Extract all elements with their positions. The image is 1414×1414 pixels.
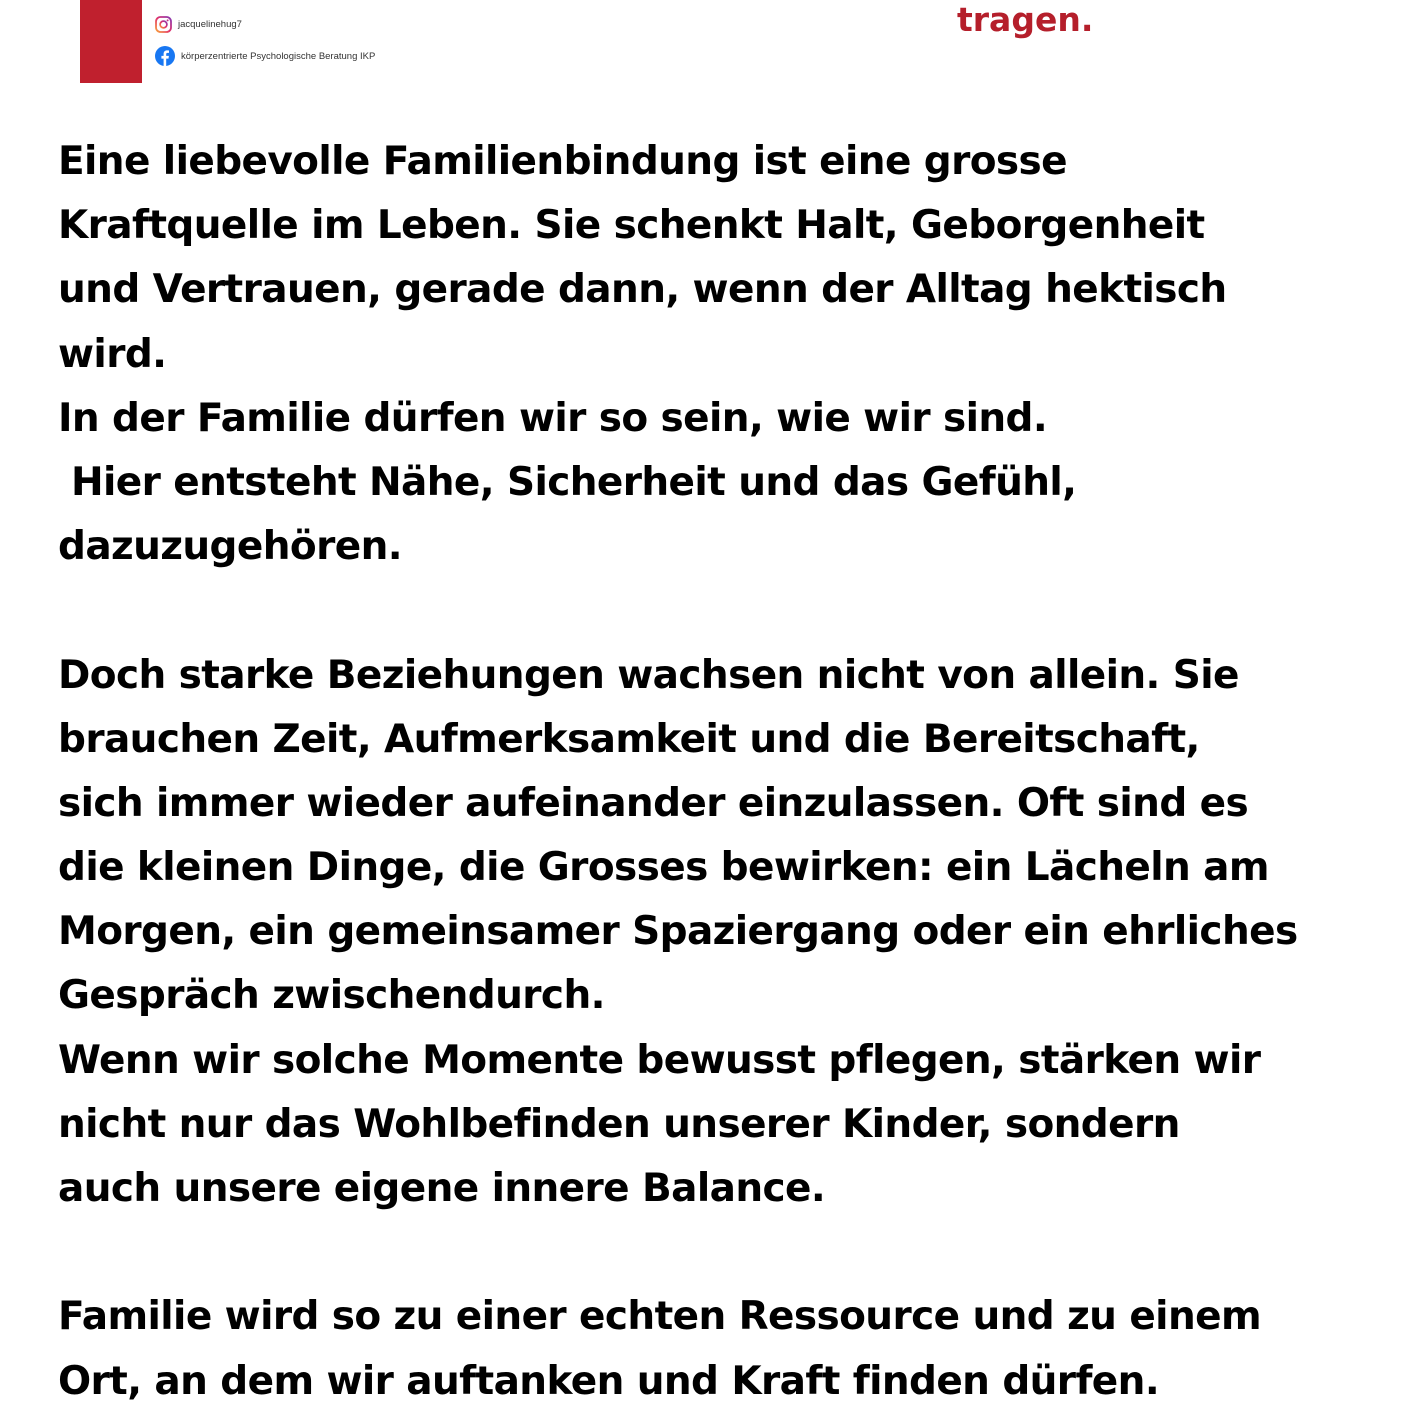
instagram-link[interactable] <box>155 16 242 33</box>
body-text-line: nicht nur das Wohlbefinden unserer Kinder, sondern <box>58 1101 1180 1147</box>
body-text-line: die kleinen Dinge, die Grosses bewirken: ein Lächeln am <box>58 845 1269 891</box>
body-text-line: In der Familie dürfen wir so sein, wie wir sind. <box>58 395 1048 441</box>
facebook-page-name: körperzentrierte Psychologische Beratung IKP <box>181 50 376 62</box>
body-text-line: und Vertrauen, gerade dann, wenn der Alltag hektisch <box>58 267 1227 313</box>
body-text-line: sich immer wieder aufeinander einzulassen. Oft sind es <box>58 780 1249 826</box>
body-text-line: brauchen Zeit, Aufmerksamkeit und die Bereitschaft, <box>58 716 1200 762</box>
body-text-line: Eine liebevolle Familienbindung ist eine grosse <box>58 139 1067 184</box>
paragraph-gap <box>58 1221 1398 1285</box>
body-text-line: auch unsere eigene innere Balance. <box>58 1166 826 1211</box>
facebook-icon <box>155 46 175 66</box>
body-text-line: Ort, an dem wir auftanken und Kraft finden dürfen. <box>58 1358 1160 1404</box>
brand-color-block <box>80 0 142 83</box>
header <box>0 0 1414 100</box>
body-text-line: Morgen, ein gemeinsamer Spaziergang oder ein ehrliches <box>58 909 1298 955</box>
paragraph-gap <box>58 579 1398 643</box>
body-text-line: Gespräch zwischendurch. <box>58 973 605 1019</box>
body-text-line: Familie wird so zu einer echten Ressource und zu einem <box>58 1294 1261 1340</box>
heading-fragment: tragen. <box>957 0 1094 39</box>
body-text-line: Kraftquelle im Leben. Sie schenkt Halt, Geborgenheit <box>58 203 1205 249</box>
body-text-line: Hier entsteht Nähe, Sicherheit und das Gefühl, <box>58 459 1077 505</box>
body-text-line: dazuzugehören. <box>58 524 402 570</box>
instagram-handle: jacquelinehug7 <box>178 19 242 30</box>
body-text-line: wird. <box>58 331 167 377</box>
body-text-line: Wenn wir solche Momente bewusst pflegen, stärken wir <box>58 1037 1261 1083</box>
instagram-icon <box>155 16 172 33</box>
body-text-line: Doch starke Beziehungen wachsen nicht von allein. Sie <box>58 652 1239 698</box>
facebook-link[interactable] <box>155 46 375 66</box>
article-body <box>58 130 1398 1414</box>
